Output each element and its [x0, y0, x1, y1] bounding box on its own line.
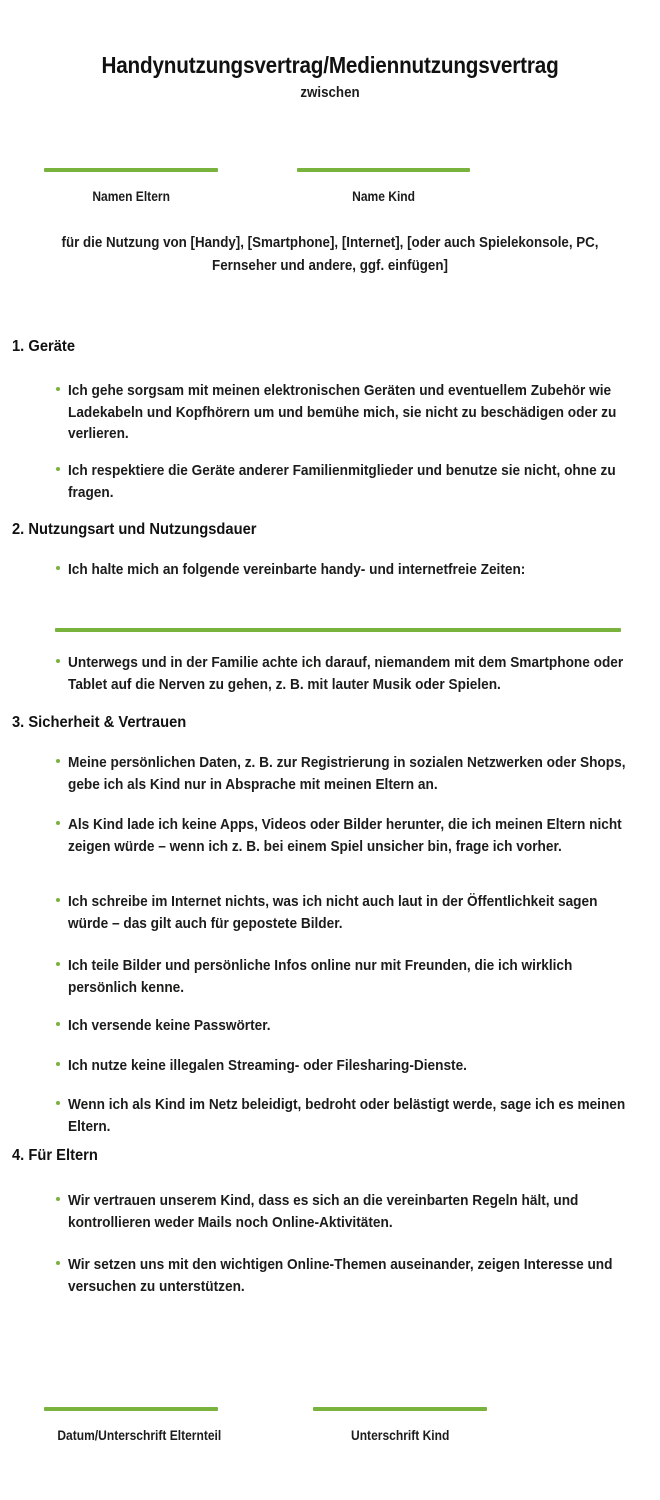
bullet-item	[55, 460, 645, 503]
bullet-text: Ich halte mich an folgende vereinbarte handy- und internetfreie Zeiten:	[68, 561, 526, 578]
signature-line-parents	[44, 168, 218, 172]
bullet-item	[55, 380, 645, 445]
bullet-text: Unterwegs und in der Familie achte ich darauf, niemandem mit dem Smartphone oder Tablet auf die Nerven zu gehen, z. B. mit lauter Musik oder Spielen.	[68, 654, 624, 693]
bullet-text: Als Kind lade ich keine Apps, Videos oder Bilder herunter, die ich meinen Eltern nicht zeigen würde – wenn ich z. B. bei einem Spiel unsicher bin, frage ich vorher.	[68, 816, 622, 855]
bullet-item	[55, 1055, 645, 1077]
signature-label-date-parent: Datum/Unterschrift Elternteil	[57, 1427, 222, 1443]
signature-line-child-sign	[313, 1407, 487, 1411]
section-heading-geraete: 1. Geräte	[12, 338, 76, 355]
bullet-text: Meine persönlichen Daten, z. B. zur Registrierung in sozialen Netzwerken oder Shops, gebe ich als Kind nur in Absprache mit meinen Eltern an.	[68, 754, 626, 793]
section-heading-nutzung: 2. Nutzungsart und Nutzungsdauer	[12, 521, 257, 538]
signature-label-child-name: Name Kind	[352, 188, 415, 204]
bullet-icon	[56, 1022, 60, 1026]
bullet-item	[55, 652, 645, 695]
bullet-icon	[56, 821, 60, 825]
page-title: Handynutzungsvertrag/Mediennutzungsvertrag	[101, 52, 559, 78]
bullet-text: Ich teile Bilder und persönliche Infos online nur mit Freunden, die ich wirklich persönlich kenne.	[68, 957, 573, 996]
intro-paragraph: für die Nutzung von [Handy], [Smartphone], [Internet], [oder auch Spielekonsole, PC, Fernseher und andere, ggf. einfügen]	[61, 234, 599, 274]
bullet-item	[55, 1094, 645, 1137]
fill-in-line-times	[55, 628, 621, 632]
bullet-item	[55, 1190, 645, 1233]
bullet-icon	[56, 566, 60, 570]
subtitle-zwischen: zwischen	[300, 85, 360, 101]
bullet-text: Ich schreibe im Internet nichts, was ich nicht auch laut in der Öffentlichkeit sagen würde – das gilt auch für gepostete Bilder.	[68, 893, 598, 932]
bullet-icon	[56, 759, 60, 763]
bullet-item	[55, 1254, 645, 1297]
signature-label-parents: Namen Eltern	[92, 188, 170, 204]
bullet-item	[55, 1015, 645, 1037]
bullet-icon	[56, 1261, 60, 1265]
signature-line-child-name	[297, 168, 470, 172]
bullet-item	[55, 814, 645, 857]
signature-field-child-sign	[313, 1407, 487, 1443]
bullet-icon	[56, 1062, 60, 1066]
bullet-text: Wenn ich als Kind im Netz beleidigt, bedroht oder belästigt werde, sage ich es meinen Eltern.	[68, 1096, 626, 1135]
signature-field-date-parent	[44, 1407, 222, 1443]
section-heading-sicherheit: 3. Sicherheit & Vertrauen	[12, 714, 187, 731]
signature-line-date-parent	[44, 1407, 218, 1411]
signature-field-parents	[44, 168, 218, 204]
bullet-icon	[56, 1101, 60, 1105]
bullet-item	[55, 955, 645, 998]
bullet-icon	[56, 1197, 60, 1201]
bullet-text: Wir vertrauen unserem Kind, dass es sich an die vereinbarten Regeln hält, und kontrollieren weder Mails noch Online-Aktivitäten.	[68, 1192, 579, 1231]
bullet-text: Ich respektiere die Geräte anderer Familienmitglieder und benutze sie nicht, ohne zu fragen.	[68, 462, 616, 501]
bullet-icon	[56, 467, 60, 471]
bullet-icon	[56, 962, 60, 966]
section-heading-fuer-eltern: 4. Für Eltern	[12, 1147, 98, 1164]
bullet-text: Ich nutze keine illegalen Streaming- oder Filesharing-Dienste.	[68, 1057, 467, 1074]
bullet-icon	[56, 659, 60, 663]
bullet-text: Wir setzen uns mit den wichtigen Online-Themen auseinander, zeigen Interesse und versuchen zu unterstützen.	[68, 1256, 613, 1295]
bullet-text: Ich gehe sorgsam mit meinen elektronischen Geräten und eventuellem Zubehör wie Ladekabeln und Kopfhörern um und bemühe mich, sie nicht zu beschädigen oder zu verlieren.	[68, 382, 617, 442]
signature-label-child-sign: Unterschrift Kind	[350, 1427, 450, 1443]
bullet-icon	[56, 898, 60, 902]
signature-field-child-name	[297, 168, 470, 204]
bullet-text: Ich versende keine Passwörter.	[68, 1017, 271, 1034]
bullet-item	[55, 752, 645, 795]
bullet-item	[55, 891, 645, 934]
bullet-icon	[56, 387, 60, 391]
bullet-item	[55, 559, 645, 581]
